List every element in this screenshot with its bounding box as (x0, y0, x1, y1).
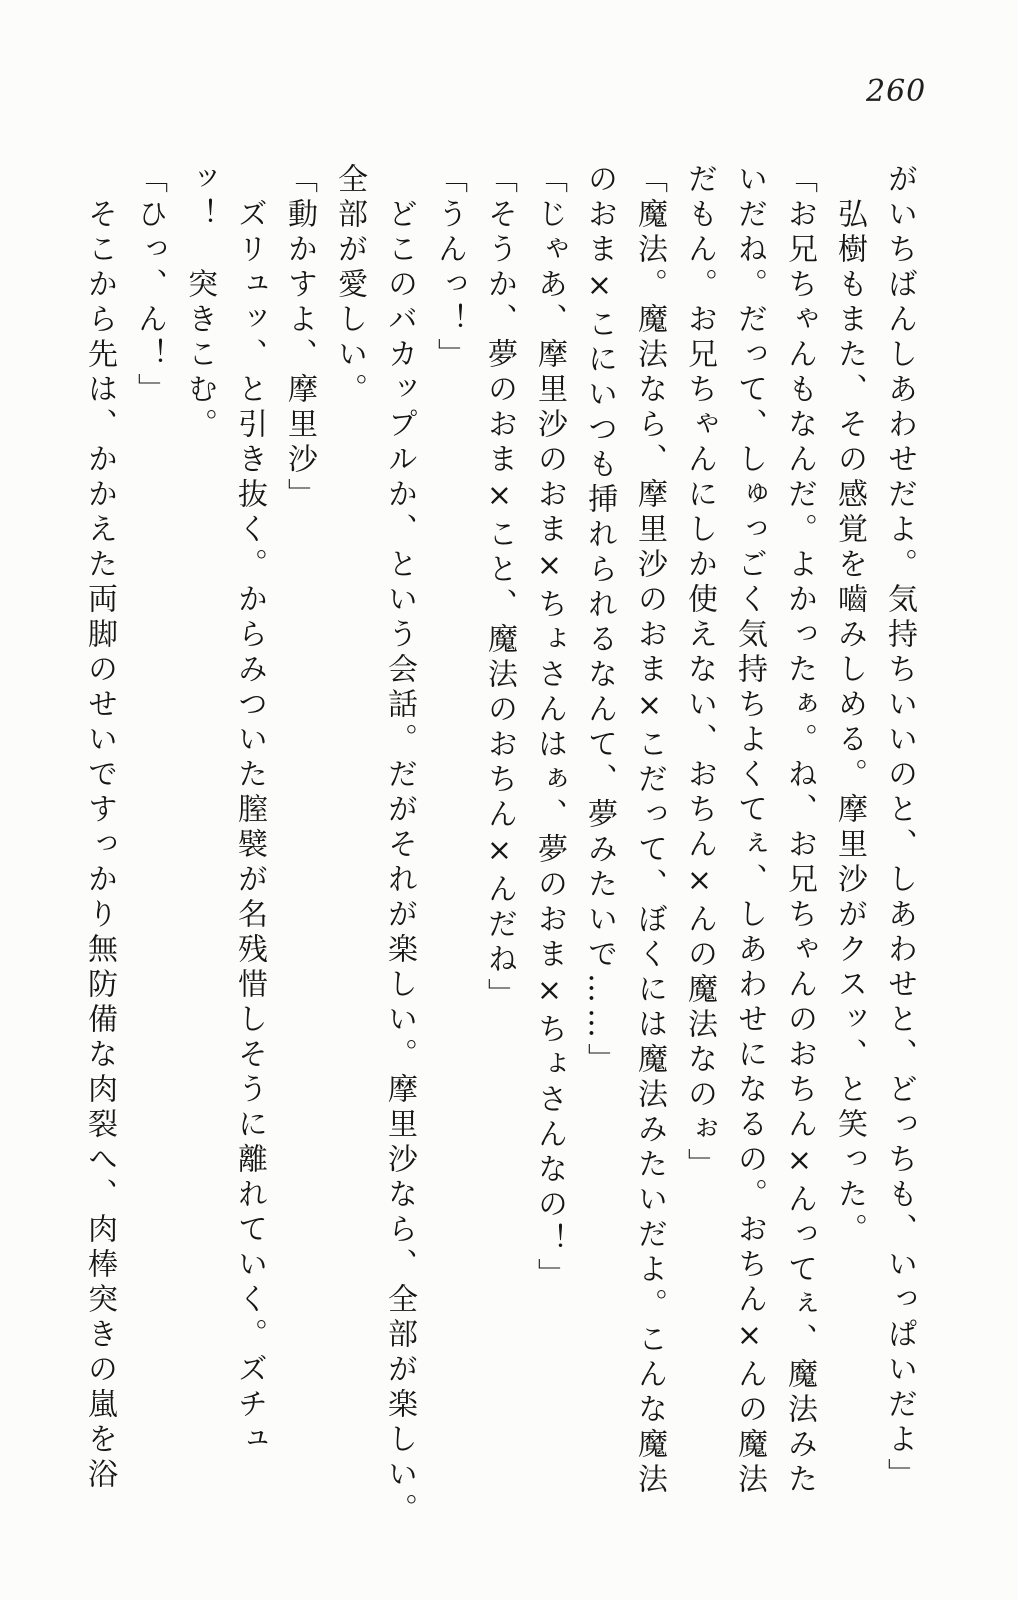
text-line: ッ！ 突きこむ。 (182, 163, 217, 443)
text-line: そこから先は、かかえた両脚のせいですっかり無防備な肉裂へ、肉棒突きの嵐を浴 (82, 163, 117, 1493)
text-line: のおま×こにいつも挿れられるなんて、夢みたいで……」 (582, 163, 617, 1078)
text-line: がいちばんしあわせだよ。気持ちいいのと、しあわせと、どっちも、いっぱいだよ」 (882, 163, 917, 1493)
text-line: 「動かすよ、摩里沙」 (282, 163, 317, 513)
text-line: どこのバカップルか、という会話。だがそれが楽しい。摩里沙なら、全部が楽しい。 (382, 163, 417, 1528)
text-line: ズリュッ、と引き抜く。からみついた膣襞が名残惜しそうに離れていく。ズチュ (232, 163, 267, 1458)
text-line: 「魔法。魔法なら、摩里沙のおま×こだって、ぼくには魔法みたいだよ。こんな魔法 (632, 163, 667, 1498)
text-line: 「うんっ！」 (432, 163, 467, 373)
text-line: 弘樹もまた、その感覚を嚙みしめる。摩里沙がクスッ、と笑った。 (832, 163, 867, 1248)
text-line: 「そうか、夢のおま×こと、魔法のおちん×んだね」 (482, 163, 517, 1013)
page-number: 260 (866, 74, 927, 109)
text-line: 「ひっ、ん！」 (132, 163, 167, 408)
text-line: 「じゃあ、摩里沙のおま×ちょさんはぁ、夢のおま×ちょさんなの！」 (532, 163, 567, 1293)
page-text (74, 163, 924, 1528)
text-line: 全部が愛しい。 (332, 163, 367, 408)
text-line: だもん。お兄ちゃんにしか使えない、おちん×んの魔法なのぉ」 (682, 163, 717, 1183)
text-line: いだね。だって、しゅっごく気持ちよくてぇ、しあわせになるの。おちん×んの魔法 (732, 163, 767, 1498)
text-line: 「お兄ちゃんもなんだ。よかったぁ。ね、お兄ちゃんのおちん×んってぇ、魔法みた (782, 163, 817, 1498)
